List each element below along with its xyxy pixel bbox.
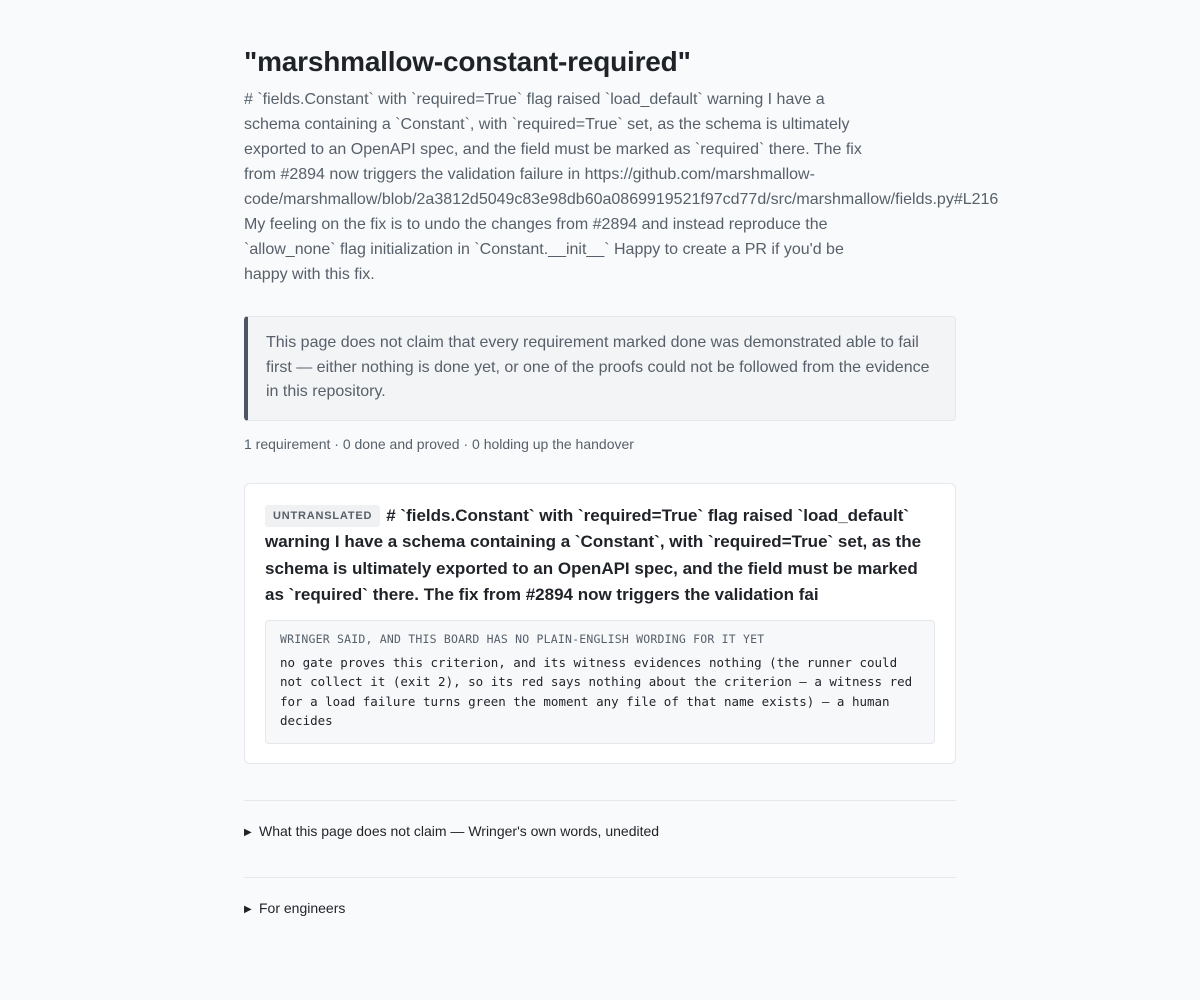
requirement-card [244,483,956,764]
engineers-disclosure-label: For engineers [259,899,346,916]
engineers-disclosure[interactable] [244,878,956,936]
description-text-1: # `fields.Constant` with `required=True` flag raised `load_default` warning I have a schema containing a `Constant`, with `required=True` set, as the schema is ultimately exported to an OpenAPI spec, and the field must be marked as `required` there. The fix from #2894 now triggers the validation failure in https://github.com/marshmallow- [244,91,862,183]
page-description [244,87,999,287]
description-url-line: code/marshmallow/blob/2a3812d5049c83e98db60a0869919521f97cd77d/src/marshmallow/fields.py#L216 [244,191,999,208]
disclosure-triangle-icon: ▶ [244,903,252,915]
description-text-2: My feeling on the fix is to undo the changes from #2894 and instead reproduce the `allow_none` flag initialization in `Constant.__init__` Happy to create a PR if you'd be happy with this fix. [244,216,844,283]
wringer-output-label: WRINGER SAID, AND THIS BOARD HAS NO PLAIN-ENGLISH WORDING FOR IT YET [280,631,765,646]
requirements-summary: 1 requirement · 0 done and proved · 0 holding up the handover [244,435,634,452]
claims-disclosure[interactable] [244,801,956,859]
wringer-output-box [265,620,935,744]
page-title: "marshmallow-constant-required" [244,46,691,77]
claims-disclosure-label: What this page does not claim — Wringer's own words, unedited [259,822,660,839]
wringer-output-text: no gate proves this criterion, and its witness evidences nothing (the runner could not collect it (exit 2), so its red says nothing about the criterion — a witness red for a load failure turns green the moment any file of that name exists) — a human decides [280,654,913,728]
claim-notice [244,316,956,421]
requirement-title [265,503,935,609]
untranslated-badge: UNTRANSLATED [265,505,380,527]
disclosure-triangle-icon: ▶ [244,826,252,838]
requirement-title-text: # `fields.Constant` with `required=True` flag raised `load_default` warning I have a schema containing a `Constant`, with `required=True` set, as the schema is ultimately exported to an OpenAPI spec, and the field must be marked as `required` there. The fix from #2894 now triggers the validation fai [265,505,922,604]
page-content [244,0,999,936]
claim-notice-text: This page does not claim that every requirement marked done was demonstrated able to fail first — either nothing is done yet, or one of the proofs could not be followed from the evidence in this repository. [266,334,930,400]
